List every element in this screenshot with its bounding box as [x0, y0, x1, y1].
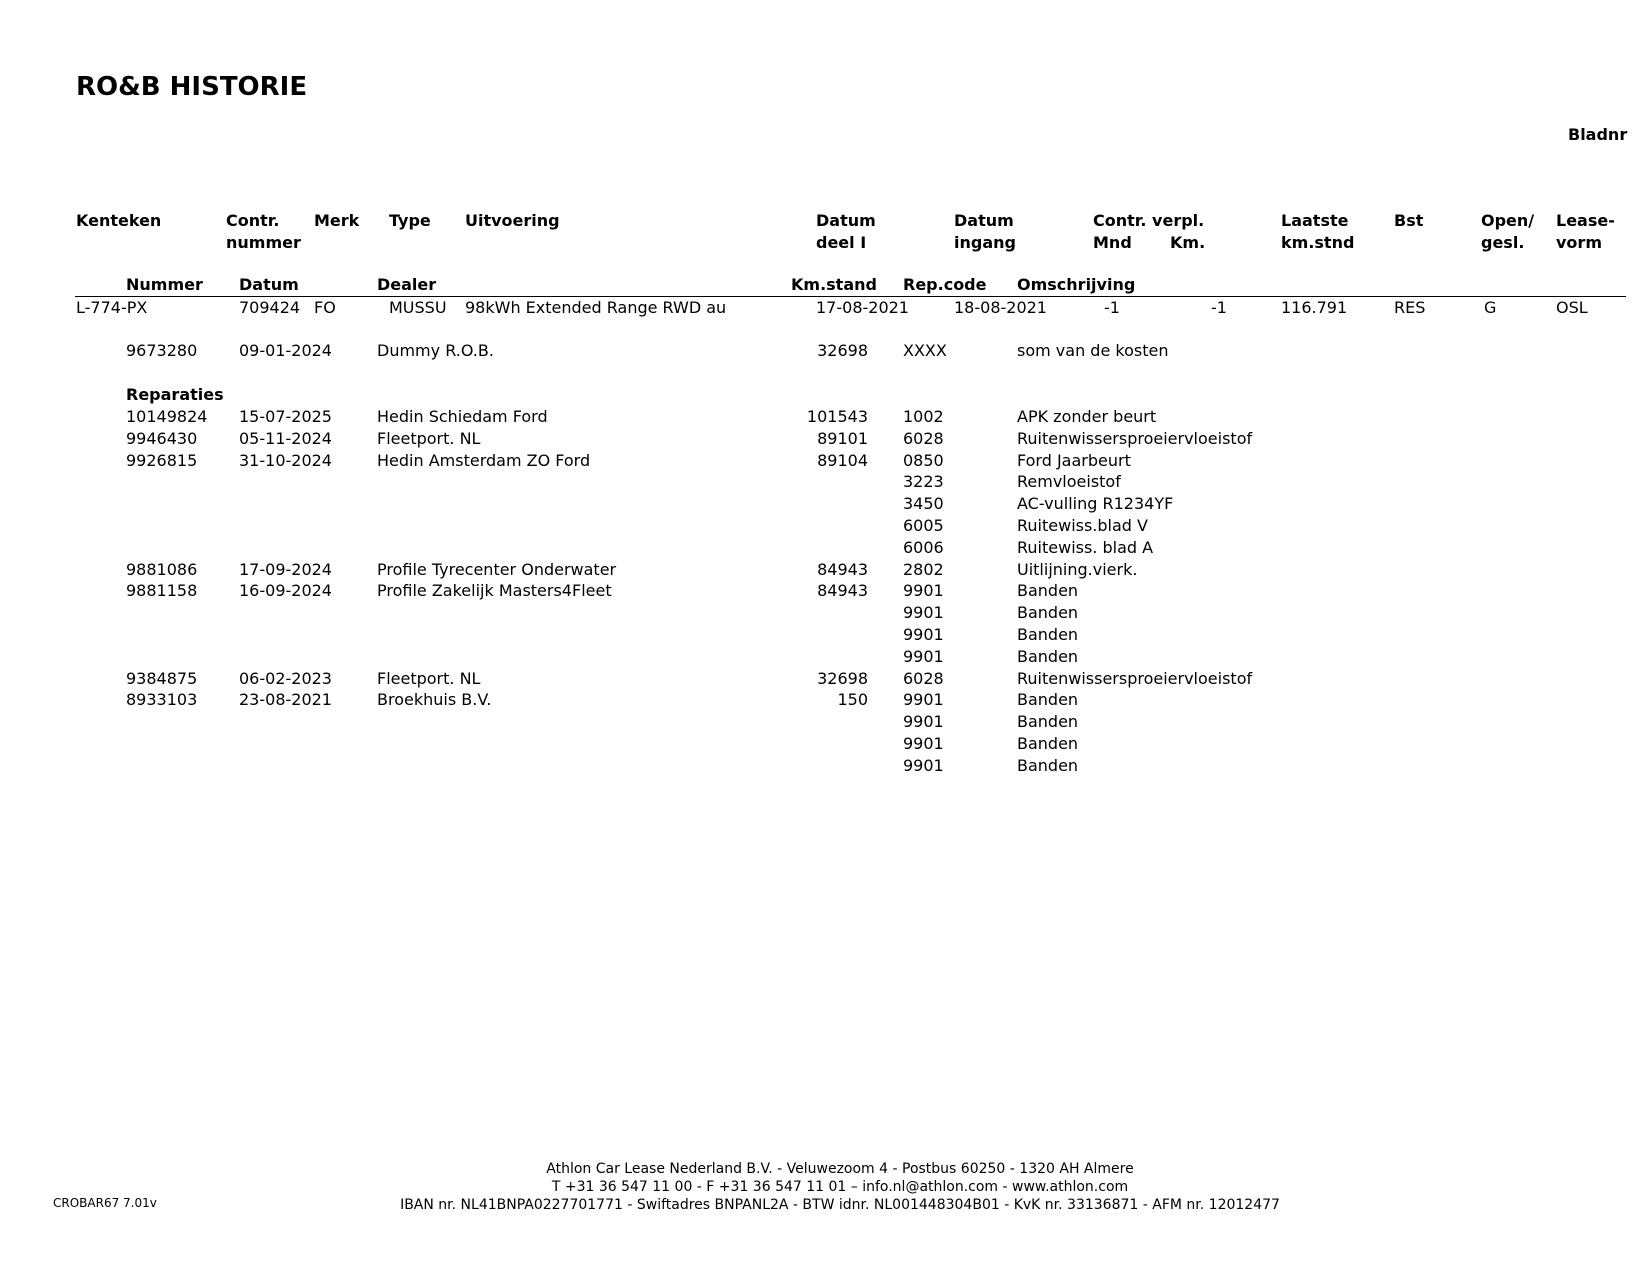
header-datum: Datum — [816, 211, 876, 230]
vehicle-datum-deel1: 17-08-2021 — [816, 298, 909, 317]
footer-contact: T +31 36 547 11 00 - F +31 36 547 11 01 – info.nl@athlon.com - www.athlon.com — [551, 1179, 1129, 1195]
header-km: Km. — [1170, 233, 1206, 252]
footer-address: Athlon Car Lease Nederland B.V. - Veluwezoom 4 - Postbus 60250 - 1320 AH Almere — [546, 1161, 1134, 1177]
repair-dealer: Broekhuis B.V. — [377, 690, 492, 709]
repair-repcode: 6028 — [903, 429, 944, 448]
repair-repcode: 6028 — [903, 669, 944, 688]
vehicle-uitvoering: 98kWh Extended Range RWD au — [465, 298, 727, 317]
repair-nummer: 9384875 — [126, 669, 198, 688]
vehicle-contract: 709424 — [239, 298, 301, 317]
header-lease: Lease- — [1556, 211, 1615, 230]
repair-repcode: 9901 — [903, 603, 944, 622]
repair-repcode: 6005 — [903, 516, 944, 535]
bladnr-label: Bladnr — [1568, 125, 1628, 144]
repair-omschrijving: Banden — [1017, 712, 1079, 731]
subheader-dealer: Dealer — [377, 275, 437, 294]
repair-repcode: 9901 — [903, 647, 944, 666]
repair-repcode: 0850 — [903, 451, 944, 470]
repair-kmstand: 84943 — [817, 581, 868, 600]
repair-dealer: Fleetport. NL — [377, 669, 481, 688]
summary-omschrijving: som van de kosten — [1017, 341, 1169, 360]
repair-kmstand: 89101 — [817, 429, 868, 448]
repair-dealer: Hedin Schiedam Ford — [377, 407, 548, 426]
repair-repcode: 2802 — [903, 560, 944, 579]
subheader-repcode: Rep.code — [903, 275, 987, 294]
header-ingang: ingang — [954, 233, 1016, 252]
header-divider — [75, 296, 1626, 297]
repair-omschrijving: Banden — [1017, 647, 1079, 666]
page-title: RO&B HISTORIE — [76, 72, 308, 102]
repair-nummer: 10149824 — [126, 407, 208, 426]
version-code: CROBAR67 7.01v — [53, 1196, 157, 1210]
summary-nummer: 9673280 — [126, 341, 198, 360]
vehicle-mnd: -1 — [1104, 298, 1120, 317]
repair-dealer: Hedin Amsterdam ZO Ford — [377, 451, 591, 470]
vehicle-datum-ingang: 18-08-2021 — [954, 298, 1047, 317]
header-open: Open/ — [1481, 211, 1535, 230]
subheader-kmstand: Km.stand — [791, 275, 877, 294]
repair-omschrijving: Ruitewiss.blad V — [1017, 516, 1148, 535]
repair-omschrijving: Ford Jaarbeurt — [1017, 451, 1131, 470]
vehicle-open-gesl: G — [1484, 298, 1497, 317]
repair-kmstand: 32698 — [817, 669, 868, 688]
summary-kmstand: 32698 — [817, 341, 868, 360]
repair-omschrijving: AC-vulling R1234YF — [1017, 494, 1174, 513]
vehicle-laatste-km: 116.791 — [1281, 298, 1348, 317]
header-contr-verpl: Contr. verpl. — [1093, 211, 1205, 230]
repair-nummer: 9946430 — [126, 429, 198, 448]
repair-nummer: 9881158 — [126, 581, 198, 600]
repair-omschrijving: APK zonder beurt — [1017, 407, 1157, 426]
summary-repcode: XXXX — [903, 341, 947, 360]
repair-repcode: 9901 — [903, 756, 944, 775]
reparaties-heading: Reparaties — [126, 385, 224, 404]
repair-repcode: 9901 — [903, 712, 944, 731]
subheader-nummer: Nummer — [126, 275, 203, 294]
vehicle-merk: FO — [314, 298, 336, 317]
header-vorm: vorm — [1556, 233, 1602, 252]
repair-repcode: 1002 — [903, 407, 944, 426]
repair-omschrijving: Uitlijning.vierk. — [1017, 560, 1138, 579]
repair-datum: 31-10-2024 — [239, 451, 332, 470]
header-kenteken: Kenteken — [76, 211, 162, 230]
repair-omschrijving: Banden — [1017, 756, 1079, 775]
repair-omschrijving: Banden — [1017, 625, 1079, 644]
header-mnd: Mnd — [1093, 233, 1132, 252]
repair-kmstand: 101543 — [806, 407, 868, 426]
repair-datum: 05-11-2024 — [239, 429, 332, 448]
header-nummer: nummer — [226, 233, 301, 252]
repair-datum: 17-09-2024 — [239, 560, 332, 579]
vehicle-leasevorm: OSL — [1556, 298, 1588, 317]
repair-omschrijving: Banden — [1017, 603, 1079, 622]
header-gesl: gesl. — [1481, 233, 1525, 252]
repair-omschrijving: Ruitewiss. blad A — [1017, 538, 1154, 557]
vehicle-kenteken: L-774-PX — [76, 298, 148, 317]
repair-repcode: 9901 — [903, 581, 944, 600]
header-contr: Contr. — [226, 211, 280, 230]
repair-repcode: 9901 — [903, 734, 944, 753]
repair-repcode: 3223 — [903, 472, 944, 491]
header-bst: Bst — [1394, 211, 1424, 230]
repair-datum: 06-02-2023 — [239, 669, 332, 688]
repair-repcode: 3450 — [903, 494, 944, 513]
repair-kmstand: 89104 — [817, 451, 868, 470]
header-laatste: Laatste — [1281, 211, 1349, 230]
subheader-datum: Datum — [239, 275, 299, 294]
repair-dealer: Fleetport. NL — [377, 429, 481, 448]
repair-omschrijving: Remvloeistof — [1017, 472, 1121, 491]
header-kmstnd: km.stnd — [1281, 233, 1355, 252]
repair-omschrijving: Banden — [1017, 734, 1079, 753]
header-type: Type — [389, 211, 431, 230]
vehicle-bst: RES — [1394, 298, 1426, 317]
repair-dealer: Profile Tyrecenter Onderwater — [377, 560, 617, 579]
repair-repcode: 6006 — [903, 538, 944, 557]
repair-omschrijving: Ruitenwissersproeiervloeistof — [1017, 429, 1253, 448]
repair-dealer: Profile Zakelijk Masters4Fleet — [377, 581, 612, 600]
repair-repcode: 9901 — [903, 690, 944, 709]
repair-repcode: 9901 — [903, 625, 944, 644]
summary-dealer: Dummy R.O.B. — [377, 341, 494, 360]
repair-datum: 15-07-2025 — [239, 407, 332, 426]
repair-nummer: 8933103 — [126, 690, 198, 709]
header-deel1: deel I — [816, 233, 867, 252]
footer-banking: IBAN nr. NL41BNPA0227701771 - Swiftadres BNPANL2A - BTW idnr. NL001448304B01 - KvK nr. 33136871 - AFM nr. 12012477 — [400, 1197, 1280, 1213]
vehicle-km: -1 — [1211, 298, 1227, 317]
repair-datum: 23-08-2021 — [239, 690, 332, 709]
summary-datum: 09-01-2024 — [239, 341, 332, 360]
header-merk: Merk — [314, 211, 360, 230]
vehicle-type: MUSSU — [389, 298, 447, 317]
repair-omschrijving: Banden — [1017, 581, 1079, 600]
subheader-omschrijving: Omschrijving — [1017, 275, 1136, 294]
repair-kmstand: 150 — [837, 690, 868, 709]
repair-omschrijving: Ruitenwissersproeiervloeistof — [1017, 669, 1253, 688]
header-datum-ingang: Datum — [954, 211, 1014, 230]
repair-datum: 16-09-2024 — [239, 581, 332, 600]
repair-kmstand: 84943 — [817, 560, 868, 579]
repair-omschrijving: Banden — [1017, 690, 1079, 709]
header-uitvoering: Uitvoering — [465, 211, 560, 230]
repair-nummer: 9926815 — [126, 451, 198, 470]
repair-nummer: 9881086 — [126, 560, 198, 579]
